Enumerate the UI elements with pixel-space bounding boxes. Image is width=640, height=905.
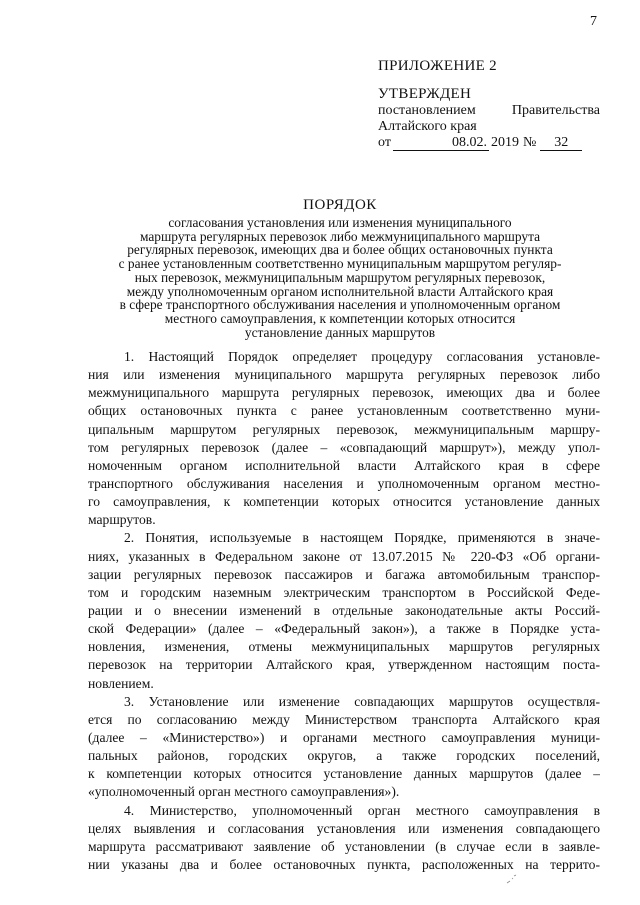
paragraph-line: номоченным органом исполнительной власти Алтайского края в сфере	[88, 457, 600, 473]
approval-year: 2019	[490, 135, 519, 150]
paragraph-line: общих остановочных пункта с ранее установленным соответственно муни-	[88, 403, 600, 419]
approval-line-1-right: Правительства	[511, 103, 600, 118]
approval-block	[378, 86, 600, 151]
paragraph-3	[88, 693, 600, 802]
paragraph-line: том и городским наземным электрическим транспортом в Российской Феде-	[88, 584, 600, 600]
paragraph-line: нии указаны два и более остановочных пункта, расположенных на террито-	[88, 856, 600, 872]
paragraph-line: маршрутов.	[88, 512, 156, 528]
paragraph-line: (далее – «Министерство») и органами местного самоуправления муници-	[88, 729, 600, 745]
subtitle-line: согласования установления или изменения муниципального	[168, 215, 512, 230]
paragraph-line: ниях, указанных в Федеральном законе от 13.07.2015 № 220-ФЗ «Об органи-	[88, 548, 600, 564]
paragraph-line: «уполномоченный орган местного самоуправления»).	[88, 784, 400, 800]
approval-title: УТВЕРЖДЕН	[378, 86, 472, 102]
paragraph-line: целях выявления и согласования установления или изменения совпадающего	[88, 820, 600, 836]
paragraph-line: рации и о внесении изменений в отдельные законодательные акты Россий-	[88, 602, 600, 618]
paragraph-line: пальных районов, городских округов, а также городских поселений,	[88, 748, 600, 764]
paragraph-line: зации регулярных перевозок пассажиров и багажа автомобильным транспор-	[88, 566, 600, 582]
paragraph-line: ципальным маршрутом регулярных перевозок, межмуниципальным маршру-	[88, 421, 600, 437]
paragraph-1	[88, 348, 600, 529]
paragraph-2	[88, 529, 600, 692]
document-body	[88, 348, 600, 874]
appendix-label: ПРИЛОЖЕНИЕ 2	[378, 58, 497, 74]
paragraph-line: к компетенции которых относится установление данных маршрутов (далее –	[88, 766, 600, 782]
paragraph-line: 4. Министерство, уполномоченный орган местного самоуправления в	[124, 802, 600, 818]
subtitle-line: местного самоуправления, к компетенции которых относится	[164, 310, 516, 326]
document-title: ПОРЯДОК	[303, 197, 377, 213]
paragraph-line: 3. Установление или изменение совпадающих маршрутов осуществля-	[124, 693, 600, 709]
subtitle-line: регулярных перевозок, имеющих два и более общих остановочных пункта	[127, 242, 553, 258]
paragraph-line: ской Федерации» (далее – «Федеральный закон»), а также в Порядке уста-	[88, 621, 600, 637]
paragraph-line: новлением.	[88, 675, 154, 691]
approval-line-1-left: постановлением	[378, 103, 476, 118]
paragraph-line: том регулярных перевозок (далее – «совпадающий маршрут»), между упол-	[88, 439, 600, 455]
paragraph-line: го самоуправления, к компетенции которых относится установление данных	[88, 494, 600, 510]
subtitle-line: в сфере транспортного обслуживания населения и уполномоченным органом	[119, 297, 561, 313]
subtitle-line: установление данных маршрутов	[244, 324, 436, 340]
document-title-block	[60, 197, 620, 339]
approval-number: 32	[540, 136, 582, 151]
paragraph-line: ния или изменения муниципального маршрута регулярных перевозок либо	[88, 367, 600, 383]
approval-line-2: Алтайского края	[378, 119, 477, 134]
subtitle-line: маршрута регулярных перевозок либо межмуниципального маршрута	[139, 228, 541, 244]
paragraph-line: межмуниципального маршрута регулярных перевозок, имеющих два и более	[88, 385, 600, 401]
subtitle-line: между уполномоченным органом исполнительной власти Алтайского края	[126, 283, 554, 299]
paragraph-line: транспортного обслуживания населения и уполномоченным органом местно-	[88, 475, 600, 491]
subtitle-line: с ранее установленным соответственно муниципальным маршрутом регуляр-	[118, 256, 562, 272]
page-number: 7	[590, 14, 597, 29]
paragraph-4	[88, 802, 600, 875]
paragraph-line: 1. Настоящий Порядок определяет процедуру согласования установле-	[124, 349, 600, 364]
approval-date-line	[378, 135, 600, 151]
paragraph-line: перевозок на территории Алтайского края, утвержденном настоящим поста-	[88, 657, 600, 673]
approval-date: 08.02.	[393, 136, 489, 151]
subtitle-line: ных перевозок, межмуниципальным маршрутом регулярных перевозок,	[134, 269, 546, 285]
paragraph-line: маршрута рассматривают заявление об установлении (в случае если в заявле-	[88, 838, 600, 854]
approval-line-1	[378, 103, 600, 119]
paragraph-line: новления, изменения, отмены межмуниципальных маршрутов регулярных	[88, 639, 600, 655]
approval-number-label: №	[522, 135, 537, 150]
paragraph-line: ется по согласованию между Министерством транспорта Алтайского края	[88, 711, 600, 727]
scan-artifact-icon	[505, 872, 519, 886]
document-subtitle	[60, 216, 620, 339]
approval-from-label: от	[378, 135, 391, 150]
paragraph-line: 2. Понятия, используемые в настоящем Порядке, применяются в значе-	[124, 530, 600, 546]
